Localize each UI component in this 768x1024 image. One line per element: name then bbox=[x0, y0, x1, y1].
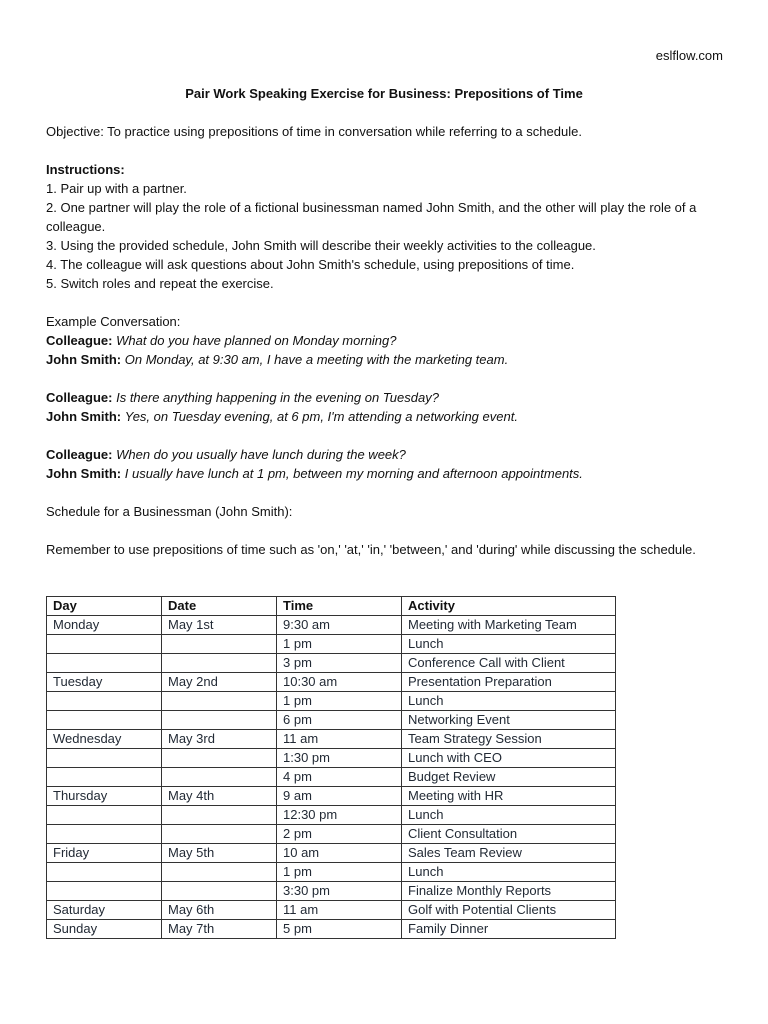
dialogue-text: I usually have lunch at 1 pm, between my morning and afternoon appointments. bbox=[124, 466, 583, 481]
dialogue-line bbox=[46, 331, 726, 350]
activity-cell: Meeting with HR bbox=[402, 787, 616, 806]
instructions-heading: Instructions: bbox=[46, 162, 125, 177]
speaker-label: Colleague: bbox=[46, 333, 113, 348]
day-cell bbox=[47, 863, 162, 882]
activity-cell: Finalize Monthly Reports bbox=[402, 882, 616, 901]
table-row bbox=[47, 806, 616, 825]
table-row bbox=[47, 863, 616, 882]
dialogue-line bbox=[46, 388, 726, 407]
day-cell: Friday bbox=[47, 844, 162, 863]
table-row bbox=[47, 616, 616, 635]
table-row bbox=[47, 730, 616, 749]
dialogue-text: On Monday, at 9:30 am, I have a meeting with the marketing team. bbox=[124, 352, 509, 367]
time-cell: 1 pm bbox=[277, 692, 402, 711]
speaker-label: John Smith: bbox=[46, 409, 122, 424]
day-cell: Sunday bbox=[47, 920, 162, 939]
time-cell: 1 pm bbox=[277, 635, 402, 654]
site-name: eslflow.com bbox=[655, 48, 723, 63]
table-row bbox=[47, 711, 616, 730]
activity-cell: Lunch bbox=[402, 806, 616, 825]
day-cell bbox=[47, 635, 162, 654]
table-row bbox=[47, 692, 616, 711]
dialogue-text: Is there anything happening in the evening on Tuesday? bbox=[116, 390, 439, 405]
date-cell bbox=[162, 749, 277, 768]
schedule-table bbox=[46, 596, 616, 939]
dialogue-line bbox=[46, 464, 726, 483]
time-cell: 11 am bbox=[277, 901, 402, 920]
objective-text: Objective: To practice using prepositions of time in conversation while referring to a schedule. bbox=[46, 124, 582, 139]
speaker-label: Colleague: bbox=[46, 390, 113, 405]
time-cell: 11 am bbox=[277, 730, 402, 749]
reminder-text: Remember to use prepositions of time such as 'on,' 'at,' 'in,' 'between,' and 'during' while discussing the schedule. bbox=[46, 542, 696, 557]
time-cell: 4 pm bbox=[277, 768, 402, 787]
activity-cell: Budget Review bbox=[402, 768, 616, 787]
date-cell bbox=[162, 692, 277, 711]
time-cell: 9:30 am bbox=[277, 616, 402, 635]
activity-cell: Lunch with CEO bbox=[402, 749, 616, 768]
table-row bbox=[47, 787, 616, 806]
date-cell bbox=[162, 711, 277, 730]
table-row bbox=[47, 844, 616, 863]
dialogue-line bbox=[46, 445, 726, 464]
day-cell: Saturday bbox=[47, 901, 162, 920]
activity-cell: Family Dinner bbox=[402, 920, 616, 939]
table-row bbox=[47, 749, 616, 768]
day-cell: Monday bbox=[47, 616, 162, 635]
day-cell bbox=[47, 749, 162, 768]
dialogue-line bbox=[46, 407, 726, 426]
table-row bbox=[47, 654, 616, 673]
activity-cell: Meeting with Marketing Team bbox=[402, 616, 616, 635]
time-cell: 5 pm bbox=[277, 920, 402, 939]
time-cell: 12:30 pm bbox=[277, 806, 402, 825]
time-cell: 3 pm bbox=[277, 654, 402, 673]
date-cell bbox=[162, 882, 277, 901]
activity-cell: Networking Event bbox=[402, 711, 616, 730]
page-title: Pair Work Speaking Exercise for Business: Prepositions of Time bbox=[185, 86, 583, 101]
activity-cell: Lunch bbox=[402, 863, 616, 882]
column-header-day: Day bbox=[47, 597, 162, 616]
day-cell bbox=[47, 711, 162, 730]
date-cell: May 2nd bbox=[162, 673, 277, 692]
date-cell: May 4th bbox=[162, 787, 277, 806]
date-cell: May 6th bbox=[162, 901, 277, 920]
date-cell bbox=[162, 806, 277, 825]
table-row bbox=[47, 825, 616, 844]
date-cell bbox=[162, 825, 277, 844]
activity-cell: Lunch bbox=[402, 635, 616, 654]
dialogue-text: What do you have planned on Monday morning? bbox=[116, 333, 397, 348]
instruction-item: 5. Switch roles and repeat the exercise. bbox=[46, 276, 274, 291]
time-cell: 1 pm bbox=[277, 863, 402, 882]
day-cell bbox=[47, 825, 162, 844]
date-cell bbox=[162, 768, 277, 787]
example-heading: Example Conversation: bbox=[46, 314, 181, 329]
table-row bbox=[47, 901, 616, 920]
speaker-label: John Smith: bbox=[46, 466, 122, 481]
instruction-item: 2. One partner will play the role of a fictional businessman named John Smith, and the other will play the role of a colleague. bbox=[46, 200, 697, 234]
day-cell bbox=[47, 806, 162, 825]
date-cell bbox=[162, 635, 277, 654]
activity-cell: Golf with Potential Clients bbox=[402, 901, 616, 920]
table-row bbox=[47, 882, 616, 901]
date-cell: May 5th bbox=[162, 844, 277, 863]
activity-cell: Lunch bbox=[402, 692, 616, 711]
column-header-time: Time bbox=[277, 597, 402, 616]
time-cell: 6 pm bbox=[277, 711, 402, 730]
table-row bbox=[47, 768, 616, 787]
table-row bbox=[47, 635, 616, 654]
schedule-intro: Schedule for a Businessman (John Smith): bbox=[46, 504, 293, 519]
day-cell bbox=[47, 692, 162, 711]
time-cell: 10:30 am bbox=[277, 673, 402, 692]
activity-cell: Client Consultation bbox=[402, 825, 616, 844]
date-cell bbox=[162, 863, 277, 882]
instruction-item: 3. Using the provided schedule, John Smith will describe their weekly activities to the colleague. bbox=[46, 238, 596, 253]
activity-cell: Sales Team Review bbox=[402, 844, 616, 863]
date-cell bbox=[162, 654, 277, 673]
date-cell: May 7th bbox=[162, 920, 277, 939]
dialogue-text: Yes, on Tuesday evening, at 6 pm, I'm attending a networking event. bbox=[124, 409, 518, 424]
instruction-item: 4. The colleague will ask questions about John Smith's schedule, using prepositions of time. bbox=[46, 257, 575, 272]
instruction-item: 1. Pair up with a partner. bbox=[46, 181, 187, 196]
day-cell: Thursday bbox=[47, 787, 162, 806]
time-cell: 10 am bbox=[277, 844, 402, 863]
speaker-label: Colleague: bbox=[46, 447, 113, 462]
time-cell: 3:30 pm bbox=[277, 882, 402, 901]
time-cell: 2 pm bbox=[277, 825, 402, 844]
dialogue-text: When do you usually have lunch during the week? bbox=[116, 447, 406, 462]
day-cell bbox=[47, 768, 162, 787]
date-cell: May 3rd bbox=[162, 730, 277, 749]
table-row bbox=[47, 920, 616, 939]
day-cell bbox=[47, 882, 162, 901]
speaker-label: John Smith: bbox=[46, 352, 122, 367]
time-cell: 1:30 pm bbox=[277, 749, 402, 768]
table-header-row bbox=[47, 597, 616, 616]
column-header-date: Date bbox=[162, 597, 277, 616]
table-row bbox=[47, 673, 616, 692]
document-body bbox=[46, 122, 726, 559]
activity-cell: Team Strategy Session bbox=[402, 730, 616, 749]
dialogue-line bbox=[46, 350, 726, 369]
time-cell: 9 am bbox=[277, 787, 402, 806]
date-cell: May 1st bbox=[162, 616, 277, 635]
schedule-rows bbox=[47, 616, 616, 939]
day-cell: Wednesday bbox=[47, 730, 162, 749]
day-cell bbox=[47, 654, 162, 673]
activity-cell: Presentation Preparation bbox=[402, 673, 616, 692]
activity-cell: Conference Call with Client bbox=[402, 654, 616, 673]
day-cell: Tuesday bbox=[47, 673, 162, 692]
column-header-activity: Activity bbox=[402, 597, 616, 616]
